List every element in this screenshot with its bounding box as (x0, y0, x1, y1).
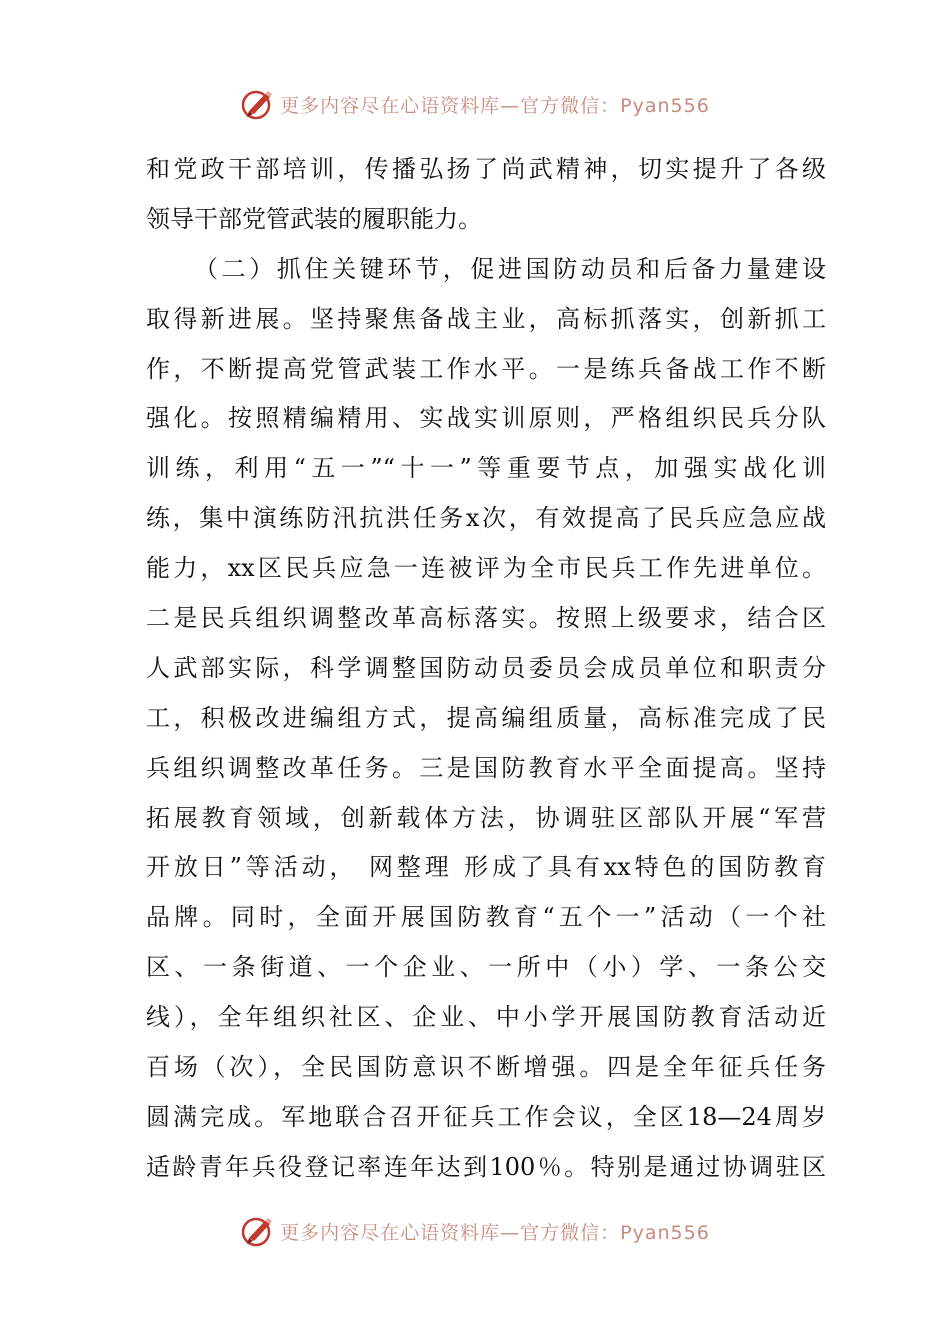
watermark-text: 更多内容尽在心语资料库—官方微信：Pyan556 (280, 94, 710, 117)
body-line: 线），全年组织社区、企业、中小学开展国防教育活动近 (146, 1003, 826, 1032)
document-body (146, 145, 826, 1193)
header-watermark (0, 84, 950, 124)
body-line: 强化。按照精编精用、实战实训原则，严格组织民兵分队 (146, 404, 826, 433)
body-line: 兵组织调整改革任务。三是国防教育水平全面提高。坚持 (146, 753, 826, 782)
section-heading-line: （二）抓住关键环节，促进国防动员和后备力量建设 (194, 254, 826, 283)
body-line: 领导干部党管武装的履职能力。 (146, 204, 482, 233)
body-line: 适龄青年兵役登记率连年达到100％。特别是通过协调驻区 (146, 1152, 826, 1181)
body-line: 二是民兵组织调整改革高标落实。按照上级要求，结合区 (146, 604, 826, 633)
body-line: 作，不断提高党管武装工作水平。一是练兵备战工作不断 (146, 354, 826, 383)
body-line: 开放日”等活动， 网整理 形成了具有xx特色的国防教育 (146, 853, 826, 882)
body-line: 和党政干部培训，传播弘扬了尚武精神，切实提升了各级 (146, 155, 826, 183)
watermark-text: 更多内容尽在心语资料库—官方微信：Pyan556 (280, 1221, 710, 1244)
body-line: 百场（次），全民国防意识不断增强。四是全年征兵任务 (146, 1053, 826, 1082)
body-line: 区、一条街道、一个企业、一所中（小）学、一条公交 (146, 953, 826, 982)
body-line: 拓展教育领域，创新载体方法，协调驻区部队开展“军营 (146, 803, 826, 832)
body-line: 圆满完成。军地联合召开征兵工作会议，全区18—24周岁 (146, 1102, 826, 1131)
body-line: 品牌。同时，全面开展国防教育“五个一”活动（一个社 (146, 903, 826, 932)
body-line: 取得新进展。坚持聚焦备战主业，高标抓落实，创新抓工 (146, 304, 826, 333)
body-line: 训练，利用“五一”“十一”等重要节点，加强实战化训 (146, 454, 826, 483)
body-line: 练，集中演练防汛抗洪任务x次，有效提高了民兵应急应战 (146, 504, 826, 533)
pen-logo-icon (240, 86, 276, 122)
body-line: 人武部实际，科学调整国防动员委员会成员单位和职责分 (146, 653, 826, 682)
pen-logo-icon (240, 1213, 276, 1249)
footer-watermark (0, 1211, 950, 1251)
body-line: 工，积极改进编组方式，提高编组质量，高标准完成了民 (146, 703, 826, 732)
body-line: 能力，xx区民兵应急一连被评为全市民兵工作先进单位。 (146, 554, 826, 583)
